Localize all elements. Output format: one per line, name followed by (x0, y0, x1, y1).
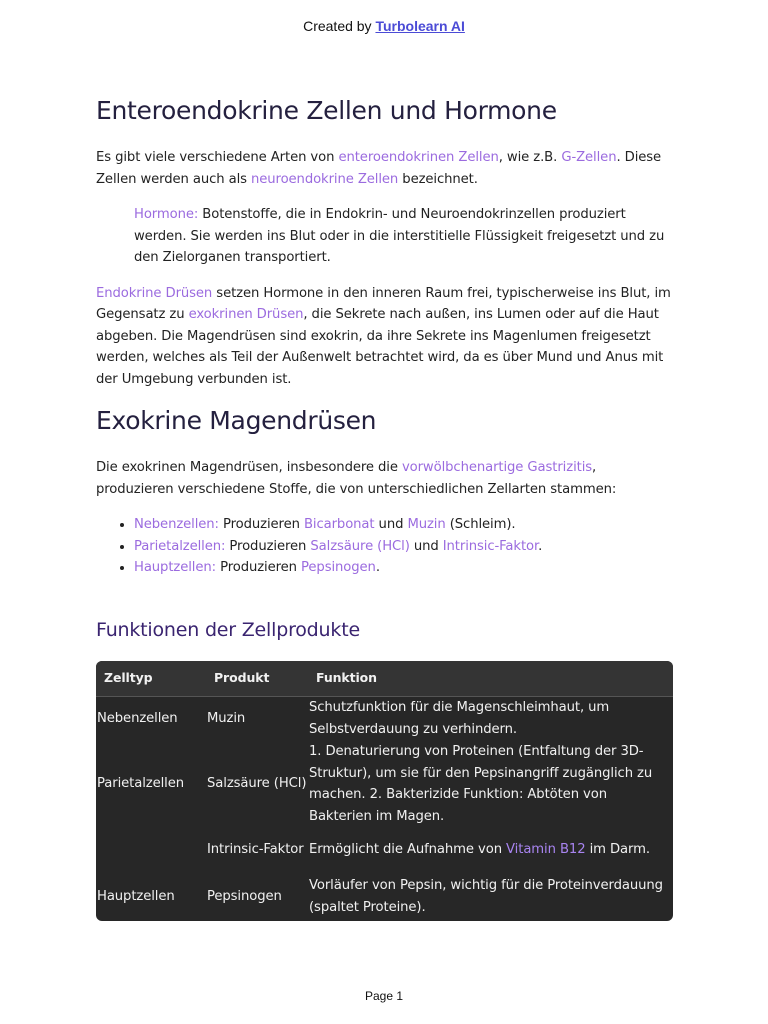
header-funktion: Funktion (308, 661, 673, 697)
credit-prefix: Created by (303, 18, 372, 34)
cell-produkt: Muzin (207, 710, 246, 726)
section-title-enteroendokrine: Enteroendokrine Zellen und Hormone (96, 96, 557, 125)
header-zelltyp: Zelltyp (96, 661, 206, 697)
cell-type-list (96, 514, 674, 579)
header-produkt: Produkt (206, 661, 308, 697)
cell-produkt: Intrinsic-Faktor (207, 842, 304, 858)
cell-funktion: Schutzfunktion für die Magenschleimhaut, um Selbstverdauung zu verhindern. (309, 700, 610, 737)
hormone-definition: Hormone: Botenstoffe, die in Endokrin- und Neuroendokrinzellen produziert werden. Sie werden ins Blut oder in die interstitielle Flüssigkeit freigesetzt und zu den Zielorganen transportiert. (134, 207, 665, 265)
page-number: Page 1 (364, 989, 404, 1003)
intro-paragraph: Es gibt viele verschiedene Arten von enteroendokrinen Zellen, wie z.B. G-Zellen. Diese Zellen werden auch als neuroendokrine Zellen bezeichnet. (96, 150, 662, 187)
cell-funktion: Ermöglicht die Aufnahme von Vitamin B12 im Darm. (309, 842, 650, 858)
endokrine-paragraph: Endokrine Drüsen setzen Hormone in den inneren Raum frei, typischerweise ins Blut, im Gegensatz zu exokrinen Drüsen, die Sekrete nach außen, ins Lumen oder auf die Haut abgeben. Die Magendrüsen sind exokrin, da ihre Sekrete ins Magenlumen freigesetzt werden, welches als Teil der Außenwelt betrachtet wird, da es über Mund und Anus mit der Umgebung verbunden ist. (96, 285, 671, 387)
table-row (96, 741, 673, 828)
document-body (96, 96, 674, 921)
term-endokrine-druesen: Endokrine Drüsen (96, 285, 213, 301)
credit-line (0, 18, 768, 34)
term-neuroendokrine-zellen: neuroendokrine Zellen (251, 171, 399, 187)
cell-zelltyp (96, 828, 206, 873)
list-item: • Hauptzellen: Produzieren Pepsinogen. (134, 557, 674, 579)
cell-produkt: Salzsäure (HCl) (207, 776, 307, 792)
cell-zelltyp: Parietalzellen (97, 776, 184, 792)
turbolearn-link[interactable]: Turbolearn AI (375, 18, 465, 34)
section-title-exokrine: Exokrine Magendrüsen (96, 406, 377, 435)
table-header-row (96, 661, 673, 697)
section-title-funktionen: Funktionen der Zellprodukte (96, 618, 360, 641)
term-exokrine-druesen: exokrinen Drüsen (188, 307, 304, 322)
term-vitamin-b12: Vitamin B12 (506, 842, 586, 858)
table-row (96, 697, 673, 741)
term-enteroendokrine-zellen: enteroendokrinen Zellen (338, 150, 499, 165)
cell-funktion: 1. Denaturierung von Proteinen (Entfaltung der 3D-Struktur), um sie für den Pepsinangriff zugänglich zu machen. 2. Bakterizide Funktion: Abtöten von Bakterien im Magen. (309, 744, 653, 824)
list-item: • Nebenzellen: Produzieren Bicarbonat und Muzin (Schleim). (134, 514, 674, 536)
cell-produkt: Pepsinogen (207, 888, 282, 904)
exokrine-paragraph: Die exokrinen Magendrüsen, insbesondere die vorwölbchenartige Gastrizitis, produzieren verschiedene Stoffe, die von unterschiedlichen Zellarten stammen: (96, 460, 617, 497)
functions-table (96, 661, 673, 921)
list-item: • Parietalzellen: Produzieren Salzsäure (HCl) und Intrinsic-Faktor. (134, 536, 674, 558)
table-row (96, 828, 673, 873)
cell-zelltyp: Hauptzellen (97, 888, 175, 904)
term-g-zellen: G-Zellen (561, 150, 617, 165)
table-row (96, 873, 673, 921)
cell-zelltyp: Nebenzellen (97, 710, 178, 726)
term-hormone: Hormone: (134, 207, 199, 222)
term-gastrizitis: vorwölbchenartige Gastrizitis (401, 460, 593, 475)
cell-funktion: Vorläufer von Pepsin, wichtig für die Proteinverdauung (spaltet Proteine). (309, 878, 663, 915)
